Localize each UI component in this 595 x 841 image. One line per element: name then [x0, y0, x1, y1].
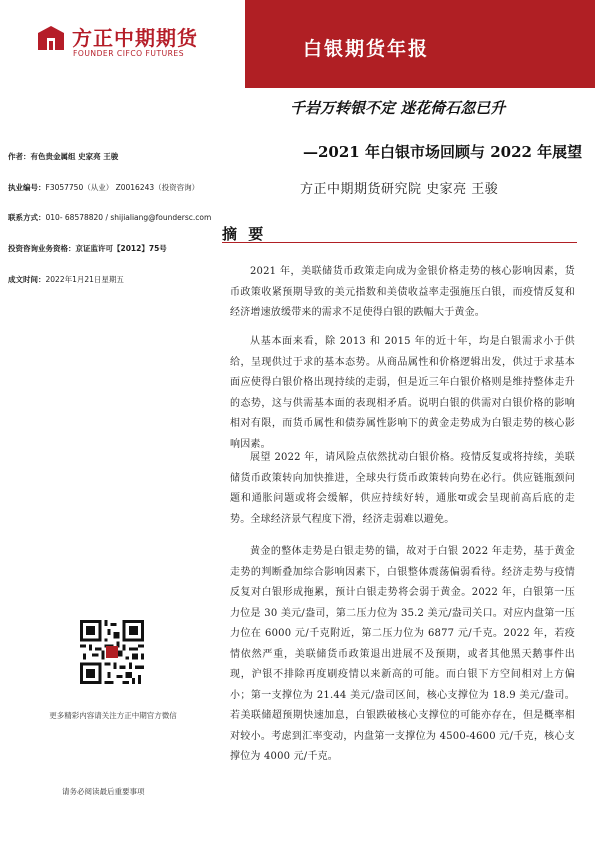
qr-caption: 更多精彩内容请关注方正中期官方微信 — [49, 711, 177, 720]
sidebar-date — [8, 274, 213, 285]
sidebar-license — [8, 182, 213, 193]
date-value: 2022年1月21日星期五 — [45, 275, 124, 284]
abstract-paragraph: 黄金的整体走势是白银走势的锚，故对于白银 2022 年走势，基于黄金走势的判断叠加综合影响因素下，白银整体震荡偏弱看待。经济走势与疫情反复对白银形成拖累，预计白银走势将会弱于黄金。2022 年，白银第一压力位是 30 美元/盎司，第二压力位为 35.2 美元/盎司关口。对应内盘第一压力位在 6000 元/千克附近，第二压力位为 6877 元/千克。2022 年，若疫情依然严重，美联储货币政策退出进展不及预期，或者其他黑天鹅事件出现，沪银不排除再度刷疫情以来新高的可能。而白银下方空间相对上方偏小；第一支撑位为 21.44 美元/盎司区间，核心支撑位为 18.9 美元/盎司。若美联储超预期快速加息，白银跌破核心支撑位的可能亦存在，但是概率相对较小。考虑到汇率变动，内盘第一支撑位为 4500-4600 元/千克，核心支撑位为 4000 元/千克。 — [230, 546, 575, 762]
report-main-title: 千岩万转银不定 迷花倚石忽已升 — [290, 99, 506, 117]
disclaimer-note: 请务必阅读最后重要事项 — [62, 787, 145, 796]
sidebar-author — [8, 151, 213, 162]
report-subtitle: —2021 年白银市场回顾与 2022 年展望 — [303, 143, 583, 161]
header-logo-area — [0, 0, 245, 88]
sidebar-contact — [8, 212, 213, 223]
brand-name-en: FOUNDER CIFCO FUTURES — [73, 49, 185, 58]
report-type-title: 白银期货年报 — [302, 38, 429, 60]
sidebar-qualification — [8, 243, 213, 254]
abstract-heading: 摘 要 — [222, 225, 267, 243]
contact-value[interactable]: 010- 68578820 / shijialiang@foundersc.com — [45, 213, 212, 222]
report-authors: 方正中期期货研究院 史家亮 王骏 — [300, 182, 499, 197]
author-value: 有色贵金属组 史家亮 王骏 — [30, 152, 119, 161]
wechat-qr-code — [80, 620, 144, 684]
author-label: 作者： — [8, 152, 31, 161]
license-value: F3057750（从业） Z0016243（投资咨询） — [45, 183, 200, 192]
license-label: 执业编号： — [8, 183, 46, 192]
qualification-label: 投资咨询业务资格： — [8, 244, 76, 253]
qualification-value: 京证监许可【2012】75号 — [75, 244, 167, 253]
abstract-paragraph: 展望 2022 年，请风险点依然扰动白银价格。疫情反复或将持续，美联储货币政策转向加快推进，全球央行货币政策转向势在必行。供应链瓶颈问题和通胀问题或将会缓解，供应持续好转，通胀या或会呈现前高后底的走势。全球经济景气程度下滑，经济走弱难以避免。 — [230, 452, 575, 525]
abstract-paragraph: 从基本面来看，除 2013 和 2015 年的近十年，均是白银需求小于供给，呈现供过于求的基本态势。从商品属性和价格逻辑出发，供过于求基本面应使得白银价格出现持续的走弱，但是近三年白银价格则是维持整体走升的态势，这与供需基本面的表现相矛盾。说明白银的供需对白银价格的影响相对有限，而货币属性和债券属性影响下的黄金走势成为白银走势的核心影响因素。 — [230, 336, 575, 450]
abstract-divider — [222, 242, 577, 243]
founder-logo-icon — [36, 24, 66, 54]
abstract-paragraph: 2021 年，美联储货币政策走向成为金银价格走势的核心影响因素，货币政策收紧预期导致的美元指数和美债收益率走强施压白银，而疫情反复和经济增速放缓带来的需求不足使得白银的跌幅大于黄金。 — [230, 266, 575, 318]
header-band — [245, 0, 595, 88]
brand-name-cn: 方正中期期货 — [72, 26, 198, 50]
contact-label: 联系方式： — [8, 213, 46, 222]
date-label: 成文时间： — [8, 275, 46, 284]
